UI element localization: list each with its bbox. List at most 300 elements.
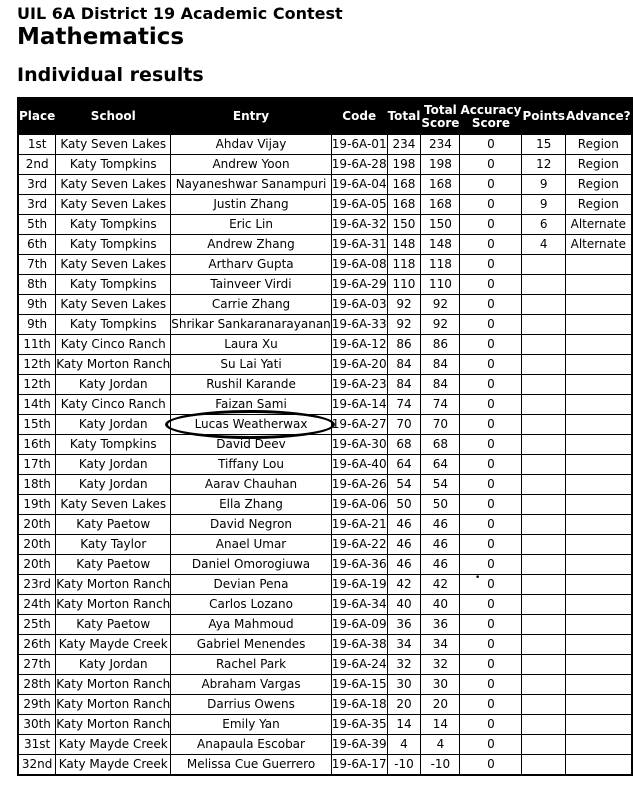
advance-cell [566, 655, 632, 675]
stray-mark: • [475, 573, 481, 583]
total-cell: 32 [387, 655, 421, 675]
code-cell: 19-6A-26 [331, 475, 387, 495]
column-header: Advance? [566, 98, 632, 135]
code-cell: 19-6A-08 [331, 255, 387, 275]
code-cell: 19-6A-40 [331, 455, 387, 475]
total-score-cell: 30 [421, 675, 460, 695]
code-cell: 19-6A-30 [331, 435, 387, 455]
total-score-cell: 198 [421, 155, 460, 175]
entry-cell: Tainveer Virdi [171, 275, 332, 295]
school-cell: Katy Paetow [56, 615, 171, 635]
place-cell: 2nd [18, 155, 56, 175]
accuracy-cell: 0 [460, 395, 522, 415]
place-cell: 6th [18, 235, 56, 255]
advance-cell [566, 375, 632, 395]
total-cell: 42 [387, 575, 421, 595]
total-cell: 40 [387, 595, 421, 615]
advance-cell [566, 695, 632, 715]
total-cell: 30 [387, 675, 421, 695]
total-score-cell: 84 [421, 355, 460, 375]
entry-cell: Ella Zhang [171, 495, 332, 515]
total-cell: 92 [387, 315, 421, 335]
place-cell: 15th [18, 415, 56, 435]
total-score-cell: 32 [421, 655, 460, 675]
place-cell: 24th [18, 595, 56, 615]
total-score-cell: 168 [421, 175, 460, 195]
table-row [18, 615, 632, 635]
column-header: Place [18, 98, 56, 135]
total-cell: 34 [387, 635, 421, 655]
points-cell [522, 615, 566, 635]
place-cell: 16th [18, 435, 56, 455]
points-cell [522, 455, 566, 475]
advance-cell [566, 555, 632, 575]
table-row [18, 655, 632, 675]
code-cell: 19-6A-17 [331, 755, 387, 776]
table-row [18, 535, 632, 555]
school-cell: Katy Seven Lakes [56, 295, 171, 315]
entry-cell: Aarav Chauhan [171, 475, 332, 495]
advance-cell [566, 355, 632, 375]
total-cell: 198 [387, 155, 421, 175]
place-cell: 5th [18, 215, 56, 235]
code-cell: 19-6A-20 [331, 355, 387, 375]
accuracy-cell: 0 [460, 575, 522, 595]
place-cell: 29th [18, 695, 56, 715]
accuracy-cell: 0 [460, 555, 522, 575]
entry-cell: Darrius Owens [171, 695, 332, 715]
school-cell: Katy Tompkins [56, 235, 171, 255]
entry-cell: Artharv Gupta [171, 255, 332, 275]
code-cell: 19-6A-21 [331, 515, 387, 535]
points-cell [522, 335, 566, 355]
place-cell: 3rd [18, 175, 56, 195]
total-score-cell: 68 [421, 435, 460, 455]
code-cell: 19-6A-05 [331, 195, 387, 215]
code-cell: 19-6A-15 [331, 675, 387, 695]
advance-cell [566, 335, 632, 355]
place-cell: 7th [18, 255, 56, 275]
place-cell: 20th [18, 555, 56, 575]
results-table [17, 97, 633, 776]
code-cell: 19-6A-27 [331, 415, 387, 435]
school-cell: Katy Morton Ranch [56, 355, 171, 375]
advance-cell [566, 455, 632, 475]
total-cell: 68 [387, 435, 421, 455]
total-score-cell: 50 [421, 495, 460, 515]
advance-cell: Region [566, 195, 632, 215]
entry-cell: Andrew Zhang [171, 235, 332, 255]
advance-cell [566, 255, 632, 275]
total-cell: 148 [387, 235, 421, 255]
total-score-cell: 92 [421, 315, 460, 335]
code-cell: 19-6A-36 [331, 555, 387, 575]
column-header: Code [331, 98, 387, 135]
subject-title: Mathematics [17, 24, 185, 50]
column-header: Points [522, 98, 566, 135]
table-row [18, 515, 632, 535]
accuracy-cell: 0 [460, 435, 522, 455]
code-cell: 19-6A-38 [331, 635, 387, 655]
place-cell: 28th [18, 675, 56, 695]
school-cell: Katy Tompkins [56, 215, 171, 235]
total-score-cell: 20 [421, 695, 460, 715]
contest-title: UIL 6A District 19 Academic Contest [17, 4, 343, 23]
code-cell: 19-6A-31 [331, 235, 387, 255]
table-row [18, 375, 632, 395]
points-cell [522, 395, 566, 415]
total-cell: 4 [387, 735, 421, 755]
place-cell: 31st [18, 735, 56, 755]
points-cell [522, 475, 566, 495]
total-score-cell: 46 [421, 555, 460, 575]
entry-cell: Nayaneshwar Sanampuri [171, 175, 332, 195]
column-header: School [56, 98, 171, 135]
advance-cell [566, 595, 632, 615]
column-header: Total Score [421, 98, 460, 135]
entry-cell: Su Lai Yati [171, 355, 332, 375]
accuracy-cell: 0 [460, 255, 522, 275]
entry-cell: Tiffany Lou [171, 455, 332, 475]
points-cell [522, 735, 566, 755]
advance-cell [566, 315, 632, 335]
entry-cell: Rachel Park [171, 655, 332, 675]
points-cell [522, 555, 566, 575]
school-cell: Katy Tompkins [56, 155, 171, 175]
entry-cell: Faizan Sami [171, 395, 332, 415]
entry-cell: David Negron [171, 515, 332, 535]
entry-cell: Anael Umar [171, 535, 332, 555]
total-score-cell: 70 [421, 415, 460, 435]
points-cell [522, 315, 566, 335]
code-cell: 19-6A-39 [331, 735, 387, 755]
total-score-cell: 86 [421, 335, 460, 355]
total-cell: 84 [387, 375, 421, 395]
entry-cell: Aya Mahmoud [171, 615, 332, 635]
points-cell [522, 715, 566, 735]
code-cell: 19-6A-33 [331, 315, 387, 335]
place-cell: 25th [18, 615, 56, 635]
total-cell: 46 [387, 555, 421, 575]
school-cell: Katy Seven Lakes [56, 195, 171, 215]
points-cell: 12 [522, 155, 566, 175]
school-cell: Katy Jordan [56, 655, 171, 675]
total-score-cell: 42 [421, 575, 460, 595]
points-cell [522, 375, 566, 395]
entry-name: Lucas Weatherwax [194, 417, 308, 431]
advance-cell: Region [566, 135, 632, 155]
entry-cell: David Deev [171, 435, 332, 455]
code-cell: 19-6A-32 [331, 215, 387, 235]
school-cell: Katy Morton Ranch [56, 575, 171, 595]
accuracy-cell: 0 [460, 315, 522, 335]
total-cell: 118 [387, 255, 421, 275]
points-cell: 6 [522, 215, 566, 235]
advance-cell [566, 415, 632, 435]
table-row [18, 735, 632, 755]
accuracy-cell: 0 [460, 275, 522, 295]
accuracy-cell: 0 [460, 695, 522, 715]
points-cell [522, 295, 566, 315]
advance-cell [566, 755, 632, 776]
entry-cell: Andrew Yoon [171, 155, 332, 175]
total-cell: 92 [387, 295, 421, 315]
advance-cell [566, 535, 632, 555]
accuracy-cell: 0 [460, 295, 522, 315]
code-cell: 19-6A-18 [331, 695, 387, 715]
table-row [18, 195, 632, 215]
total-cell: 150 [387, 215, 421, 235]
total-cell: 74 [387, 395, 421, 415]
total-score-cell: 36 [421, 615, 460, 635]
code-cell: 19-6A-28 [331, 155, 387, 175]
total-score-cell: 64 [421, 455, 460, 475]
entry-cell: Melissa Cue Guerrero [171, 755, 332, 776]
accuracy-cell: 0 [460, 715, 522, 735]
total-score-cell: 168 [421, 195, 460, 215]
points-cell [522, 535, 566, 555]
advance-cell [566, 395, 632, 415]
points-cell [522, 495, 566, 515]
table-row [18, 335, 632, 355]
advance-cell [566, 715, 632, 735]
table-row [18, 675, 632, 695]
place-cell: 11th [18, 335, 56, 355]
accuracy-cell: 0 [460, 535, 522, 555]
code-cell: 19-6A-06 [331, 495, 387, 515]
table-row [18, 355, 632, 375]
advance-cell [566, 735, 632, 755]
code-cell: 19-6A-03 [331, 295, 387, 315]
total-cell: 20 [387, 695, 421, 715]
points-cell [522, 415, 566, 435]
place-cell: 20th [18, 515, 56, 535]
table-body [18, 135, 632, 776]
school-cell: Katy Seven Lakes [56, 495, 171, 515]
accuracy-cell: 0 [460, 135, 522, 155]
table-row [18, 155, 632, 175]
entry-cell: Gabriel Menendes [171, 635, 332, 655]
place-cell: 17th [18, 455, 56, 475]
points-cell [522, 755, 566, 776]
total-score-cell: 54 [421, 475, 460, 495]
accuracy-cell: 0 [460, 415, 522, 435]
table-row [18, 295, 632, 315]
advance-cell [566, 275, 632, 295]
total-score-cell: 84 [421, 375, 460, 395]
place-cell: 9th [18, 295, 56, 315]
accuracy-cell: 0 [460, 655, 522, 675]
entry-cell: Devian Pena [171, 575, 332, 595]
points-cell: 9 [522, 175, 566, 195]
accuracy-cell: 0 [460, 675, 522, 695]
table-row [18, 455, 632, 475]
table-row [18, 135, 632, 155]
accuracy-cell: 0 [460, 455, 522, 475]
place-cell: 19th [18, 495, 56, 515]
school-cell: Katy Morton Ranch [56, 675, 171, 695]
points-cell [522, 595, 566, 615]
total-cell: 84 [387, 355, 421, 375]
advance-cell [566, 635, 632, 655]
accuracy-cell: 0 [460, 475, 522, 495]
advance-cell: Region [566, 175, 632, 195]
entry-cell: Rushil Karande [171, 375, 332, 395]
total-score-cell: 110 [421, 275, 460, 295]
advance-cell: Alternate [566, 235, 632, 255]
entry-cell: Anapaula Escobar [171, 735, 332, 755]
accuracy-cell: 0 [460, 755, 522, 776]
advance-cell [566, 475, 632, 495]
total-cell: 54 [387, 475, 421, 495]
place-cell: 3rd [18, 195, 56, 215]
total-score-cell: 46 [421, 515, 460, 535]
table-row [18, 635, 632, 655]
total-score-cell: 92 [421, 295, 460, 315]
points-cell [522, 275, 566, 295]
total-score-cell: 234 [421, 135, 460, 155]
total-score-cell: 118 [421, 255, 460, 275]
total-cell: 86 [387, 335, 421, 355]
place-cell: 18th [18, 475, 56, 495]
place-cell: 27th [18, 655, 56, 675]
points-cell [522, 355, 566, 375]
school-cell: Katy Tompkins [56, 435, 171, 455]
place-cell: 20th [18, 535, 56, 555]
school-cell: Katy Morton Ranch [56, 595, 171, 615]
advance-cell [566, 515, 632, 535]
header-row [18, 98, 632, 135]
accuracy-cell: 0 [460, 375, 522, 395]
entry-cell: Ahdav Vijay [171, 135, 332, 155]
total-cell: 64 [387, 455, 421, 475]
total-cell: 50 [387, 495, 421, 515]
advance-cell [566, 495, 632, 515]
total-cell: -10 [387, 755, 421, 776]
points-cell [522, 635, 566, 655]
accuracy-cell: 0 [460, 235, 522, 255]
table-row [18, 235, 632, 255]
school-cell: Katy Tompkins [56, 275, 171, 295]
school-cell: Katy Cinco Ranch [56, 335, 171, 355]
code-cell: 19-6A-29 [331, 275, 387, 295]
table-row [18, 215, 632, 235]
points-cell: 9 [522, 195, 566, 215]
school-cell: Katy Paetow [56, 515, 171, 535]
total-cell: 46 [387, 515, 421, 535]
accuracy-cell: 0 [460, 355, 522, 375]
entry-cell: Shrikar Sankaranarayanan [171, 315, 332, 335]
table-row [18, 275, 632, 295]
entry-cell [171, 415, 332, 435]
table-row [18, 415, 632, 435]
table-header [18, 98, 632, 135]
table-row [18, 175, 632, 195]
points-cell [522, 515, 566, 535]
table-row [18, 315, 632, 335]
school-cell: Katy Paetow [56, 555, 171, 575]
code-cell: 19-6A-01 [331, 135, 387, 155]
section-title: Individual results [17, 64, 204, 86]
entry-cell: Daniel Omorogiuwa [171, 555, 332, 575]
accuracy-cell: 0 [460, 495, 522, 515]
school-cell: Katy Cinco Ranch [56, 395, 171, 415]
table-row [18, 395, 632, 415]
accuracy-cell: 0 [460, 195, 522, 215]
entry-cell: Carrie Zhang [171, 295, 332, 315]
total-score-cell: 46 [421, 535, 460, 555]
code-cell: 19-6A-19 [331, 575, 387, 595]
code-cell: 19-6A-23 [331, 375, 387, 395]
advance-cell: Alternate [566, 215, 632, 235]
place-cell: 14th [18, 395, 56, 415]
advance-cell [566, 295, 632, 315]
total-score-cell: 34 [421, 635, 460, 655]
accuracy-cell: 0 [460, 735, 522, 755]
entry-cell: Justin Zhang [171, 195, 332, 215]
points-cell [522, 695, 566, 715]
advance-cell [566, 675, 632, 695]
advance-cell [566, 575, 632, 595]
total-score-cell: -10 [421, 755, 460, 776]
place-cell: 8th [18, 275, 56, 295]
entry-cell: Abraham Vargas [171, 675, 332, 695]
school-cell: Katy Jordan [56, 415, 171, 435]
school-cell: Katy Jordan [56, 475, 171, 495]
accuracy-cell: 0 [460, 595, 522, 615]
school-cell: Katy Mayde Creek [56, 635, 171, 655]
school-cell: Katy Morton Ranch [56, 715, 171, 735]
entry-cell: Emily Yan [171, 715, 332, 735]
table-row [18, 555, 632, 575]
entry-cell: Laura Xu [171, 335, 332, 355]
total-cell: 110 [387, 275, 421, 295]
points-cell [522, 655, 566, 675]
accuracy-cell: 0 [460, 155, 522, 175]
total-cell: 70 [387, 415, 421, 435]
school-cell: Katy Morton Ranch [56, 695, 171, 715]
points-cell [522, 575, 566, 595]
total-score-cell: 150 [421, 215, 460, 235]
code-cell: 19-6A-04 [331, 175, 387, 195]
code-cell: 19-6A-14 [331, 395, 387, 415]
points-cell: 15 [522, 135, 566, 155]
school-cell: Katy Seven Lakes [56, 255, 171, 275]
place-cell: 26th [18, 635, 56, 655]
school-cell: Katy Jordan [56, 375, 171, 395]
table-row [18, 575, 632, 595]
table-row [18, 435, 632, 455]
code-cell: 19-6A-35 [331, 715, 387, 735]
table-row [18, 475, 632, 495]
place-cell: 9th [18, 315, 56, 335]
header [17, 4, 343, 51]
school-cell: Katy Jordan [56, 455, 171, 475]
total-score-cell: 40 [421, 595, 460, 615]
table-row [18, 755, 632, 776]
table-row [18, 495, 632, 515]
code-cell: 19-6A-12 [331, 335, 387, 355]
accuracy-cell: 0 [460, 215, 522, 235]
place-cell: 23rd [18, 575, 56, 595]
total-cell: 14 [387, 715, 421, 735]
total-score-cell: 74 [421, 395, 460, 415]
total-cell: 168 [387, 175, 421, 195]
place-cell: 12th [18, 375, 56, 395]
code-cell: 19-6A-22 [331, 535, 387, 555]
table-row [18, 695, 632, 715]
total-score-cell: 14 [421, 715, 460, 735]
